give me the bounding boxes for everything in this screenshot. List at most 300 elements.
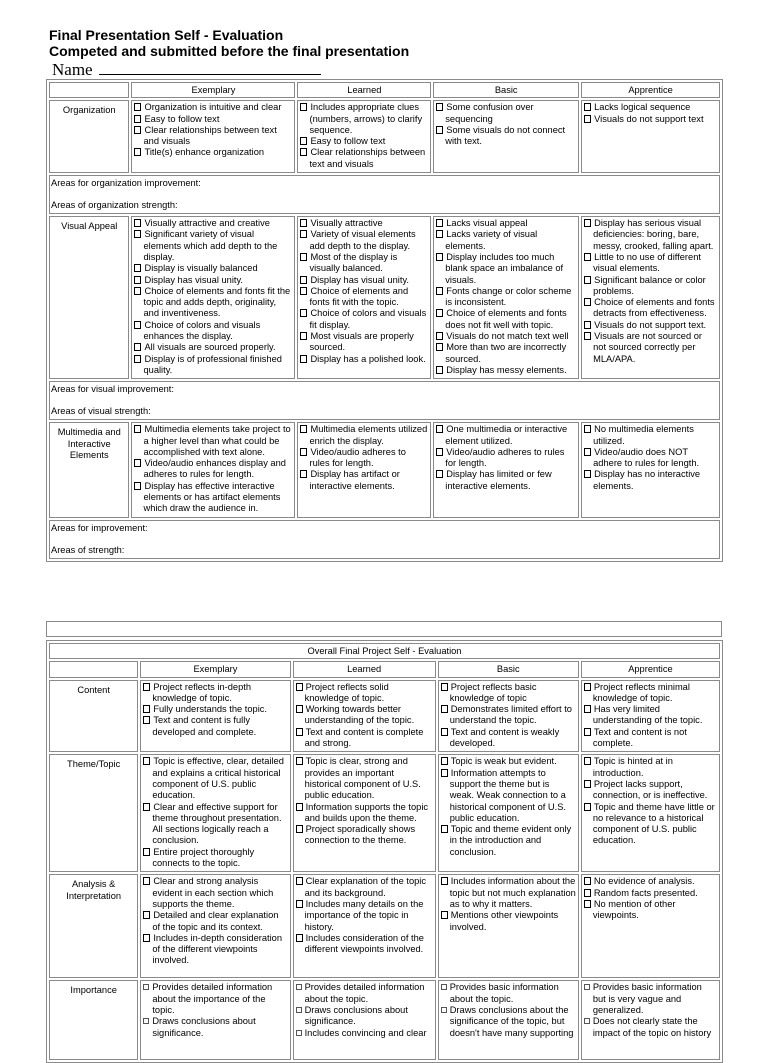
checkbox-icon[interactable] xyxy=(300,287,307,295)
criteria-cell xyxy=(433,422,579,517)
criteria-item xyxy=(134,275,292,286)
criteria-item xyxy=(441,756,576,767)
criteria-item xyxy=(300,275,428,286)
criteria-text: One multimedia or interactive element utilized. xyxy=(445,424,568,446)
criteria-text: Visually attractive xyxy=(310,218,383,229)
criteria-text: Choice of colors and visuals fit display. xyxy=(309,308,427,330)
criteria-text: Topic is clear, strong and provides an important historical component of U.S. public education. xyxy=(304,756,421,801)
column-header-blank xyxy=(49,661,138,677)
category-label: Importance xyxy=(49,980,138,1060)
areas-row xyxy=(49,520,720,559)
criteria-text: Choice of elements and fonts fit the topic and adds depth, originality, and inventiveness. xyxy=(143,285,291,319)
checkbox-icon[interactable] xyxy=(436,253,443,261)
checkbox-icon[interactable] xyxy=(584,900,591,908)
criteria-text: Significant variety of visual elements which add depth to the display. xyxy=(143,229,278,262)
areas-strength-label: Areas of visual strength: xyxy=(51,406,151,417)
criteria-text: Display is visually balanced xyxy=(144,263,258,274)
criteria-item xyxy=(436,252,576,286)
criteria-item xyxy=(134,102,292,113)
checkbox-icon[interactable] xyxy=(300,309,307,317)
checkbox-icon[interactable] xyxy=(296,934,303,942)
criteria-text: Provides basic information about the topic. xyxy=(449,982,559,1004)
column-header: Apprentice xyxy=(581,82,720,98)
criteria-item xyxy=(296,824,433,847)
criteria-text: Display has visual unity. xyxy=(144,274,244,285)
criteria-item xyxy=(584,218,717,252)
criteria-item xyxy=(300,252,428,275)
criteria-text: Some confusion over sequencing xyxy=(445,102,534,124)
checkbox-icon[interactable] xyxy=(584,984,590,990)
criteria-item xyxy=(143,847,287,870)
document-title: Final Presentation Self - Evaluation xyxy=(49,27,284,43)
checkbox-icon[interactable] xyxy=(296,803,303,811)
checkbox-icon[interactable] xyxy=(296,900,303,908)
checkbox-icon[interactable] xyxy=(296,1030,302,1036)
document-header xyxy=(49,27,409,80)
criteria-text: Entire project thoroughly connects to the topic. xyxy=(152,846,255,869)
criteria-item xyxy=(584,756,717,779)
criteria-text: Topic and theme have little or no relevance to a historical component of U.S. public education. xyxy=(592,801,715,846)
name-field[interactable] xyxy=(99,60,321,75)
criteria-item xyxy=(134,125,292,148)
checkbox-icon[interactable] xyxy=(584,889,591,897)
criteria-item xyxy=(584,802,717,847)
criteria-text: Includes consideration of the different viewpoints involved. xyxy=(304,932,424,955)
criteria-row xyxy=(49,422,720,517)
criteria-text: Includes convincing and clear xyxy=(304,1027,427,1038)
checkbox-icon[interactable] xyxy=(584,705,591,713)
checkbox-icon[interactable] xyxy=(296,705,303,713)
checkbox-icon[interactable] xyxy=(584,219,591,227)
checkbox-icon[interactable] xyxy=(584,757,591,765)
checkbox-icon[interactable] xyxy=(441,911,448,919)
criteria-item xyxy=(436,331,576,342)
criteria-item xyxy=(584,704,717,727)
criteria-text: Visually attractive and creative xyxy=(144,218,270,229)
checkbox-icon[interactable] xyxy=(584,298,591,306)
column-header-row xyxy=(49,661,720,677)
checkbox-icon[interactable] xyxy=(441,1007,447,1013)
checkbox-icon[interactable] xyxy=(143,848,150,856)
checkbox-icon[interactable] xyxy=(441,683,448,691)
criteria-item xyxy=(300,147,428,170)
checkbox-icon[interactable] xyxy=(436,332,443,340)
criteria-item xyxy=(300,308,428,331)
criteria-text: Working towards better understanding of the topic. xyxy=(304,704,415,726)
criteria-text: Video/audio does NOT adhere to rules for length. xyxy=(593,446,700,469)
criteria-item xyxy=(584,727,717,750)
checkbox-icon[interactable] xyxy=(584,253,591,261)
checkbox-icon[interactable] xyxy=(134,276,141,284)
checkbox-icon[interactable] xyxy=(134,343,141,351)
criteria-text: Does not clearly state the impact of the topic on history xyxy=(592,1016,712,1038)
criteria-item xyxy=(584,331,717,365)
criteria-item xyxy=(584,982,717,1016)
criteria-text: Provides detailed information about the importance of the topic. xyxy=(152,982,273,1015)
table-title: Overall Final Project Self - Evaluation xyxy=(49,643,720,659)
criteria-item xyxy=(134,342,292,353)
criteria-item xyxy=(296,727,433,750)
areas-blank-space[interactable] xyxy=(51,189,718,200)
criteria-text: Display has messy elements. xyxy=(446,364,567,375)
checkbox-icon[interactable] xyxy=(441,757,448,765)
criteria-text: Includes appropriate clues (numbers, arrows) to clarify sequence. xyxy=(309,102,423,135)
checkbox-icon[interactable] xyxy=(143,683,150,691)
criteria-text: Choice of elements and fonts fit with the topic. xyxy=(309,285,409,308)
criteria-item xyxy=(134,481,292,515)
criteria-item xyxy=(296,982,433,1005)
criteria-text: Lacks variety of visual elements. xyxy=(445,229,538,251)
checkbox-icon[interactable] xyxy=(134,321,141,329)
checkbox-icon[interactable] xyxy=(134,126,141,134)
criteria-item xyxy=(134,114,292,125)
criteria-text: Lacks visual appeal xyxy=(446,218,528,229)
checkbox-icon[interactable] xyxy=(143,911,150,919)
criteria-cell xyxy=(433,216,579,379)
criteria-item xyxy=(143,715,287,738)
checkbox-icon[interactable] xyxy=(436,126,443,134)
areas-improvement-label: Areas for visual improvement: xyxy=(51,384,174,395)
criteria-item xyxy=(296,704,433,727)
criteria-item xyxy=(584,102,717,113)
criteria-text: Display has limited or few interactive elements. xyxy=(445,469,552,491)
criteria-item xyxy=(134,458,292,481)
criteria-item xyxy=(134,320,292,343)
criteria-item xyxy=(584,899,717,922)
criteria-text: Display is of professional finished quality. xyxy=(143,353,282,375)
criteria-text: Easy to follow text xyxy=(310,136,386,147)
criteria-text: Variety of visual elements add depth to the display. xyxy=(309,229,416,251)
checkbox-icon[interactable] xyxy=(441,728,448,736)
checkbox-icon[interactable] xyxy=(296,825,303,833)
criteria-cell xyxy=(131,100,295,173)
criteria-item xyxy=(436,424,576,447)
checkbox-icon[interactable] xyxy=(584,321,591,329)
criteria-item xyxy=(436,342,576,365)
criteria-cell xyxy=(131,216,295,379)
category-label: Content xyxy=(49,680,138,753)
criteria-text: Clear relationships between text and visuals xyxy=(309,147,426,169)
criteria-item xyxy=(134,424,292,458)
areas-improvement-label: Areas for organization improvement: xyxy=(51,178,201,189)
checkbox-icon[interactable] xyxy=(584,683,591,691)
checkbox-icon[interactable] xyxy=(143,934,150,942)
criteria-item xyxy=(584,424,717,447)
criteria-cell xyxy=(140,754,290,872)
criteria-text: Lacks logical sequence xyxy=(594,102,691,113)
column-header: Basic xyxy=(438,661,579,677)
criteria-item xyxy=(436,229,576,252)
checkbox-icon[interactable] xyxy=(436,343,443,351)
criteria-item xyxy=(296,876,433,899)
checkbox-icon[interactable] xyxy=(143,803,150,811)
document-subtitle: Competed and submitted before the final presentation xyxy=(49,43,410,59)
checkbox-icon[interactable] xyxy=(134,482,141,490)
checkbox-icon[interactable] xyxy=(584,803,591,811)
criteria-item xyxy=(134,354,292,377)
criteria-text: Visuals do not support text. xyxy=(594,319,707,330)
criteria-text: Video/audio adheres to rules for length. xyxy=(445,446,565,469)
checkbox-icon[interactable] xyxy=(300,137,307,145)
criteria-item xyxy=(441,876,576,910)
rubric-table-overall xyxy=(46,640,723,1063)
criteria-item xyxy=(441,682,576,705)
criteria-text: Display includes too much blank space an imbalance of visuals. xyxy=(445,251,564,285)
criteria-text: Fully understands the topic. xyxy=(153,704,268,715)
criteria-item xyxy=(436,447,576,470)
criteria-item xyxy=(584,252,717,275)
category-label: Visual Appeal xyxy=(49,216,129,379)
areas-row xyxy=(49,175,720,214)
checkbox-icon[interactable] xyxy=(134,115,141,123)
column-header: Apprentice xyxy=(581,661,720,677)
criteria-item xyxy=(296,682,433,705)
checkbox-icon[interactable] xyxy=(143,877,150,885)
name-label: Name xyxy=(52,60,93,79)
criteria-text: Visuals are not sourced or not sourced correctly per MLA/APA. xyxy=(593,331,702,364)
criteria-text: Text and content is weakly developed. xyxy=(449,726,560,749)
checkbox-icon[interactable] xyxy=(441,877,448,885)
column-header: Learned xyxy=(297,82,431,98)
criteria-text: Video/audio enhances display and adheres to rules for length. xyxy=(143,458,286,480)
criteria-text: Project lacks support, connection, or is ineffective. xyxy=(592,778,708,801)
areas-blank-space[interactable] xyxy=(51,534,718,545)
checkbox-icon[interactable] xyxy=(300,355,307,363)
checkbox-icon[interactable] xyxy=(436,103,443,111)
criteria-item xyxy=(134,286,292,320)
criteria-text: Draws conclusions about significance. xyxy=(304,1004,408,1027)
checkbox-icon[interactable] xyxy=(300,425,307,433)
checkbox-icon[interactable] xyxy=(143,705,150,713)
criteria-item xyxy=(584,888,717,899)
criteria-text: Little to no use of different visual elements. xyxy=(593,251,701,274)
column-header: Exemplary xyxy=(140,661,290,677)
criteria-cell xyxy=(438,754,579,872)
checkbox-icon[interactable] xyxy=(584,276,591,284)
criteria-item xyxy=(436,286,576,309)
criteria-text: All visuals are sourced properly. xyxy=(144,342,276,353)
checkbox-icon[interactable] xyxy=(134,219,141,227)
checkbox-icon[interactable] xyxy=(584,728,591,736)
checkbox-icon[interactable] xyxy=(296,757,303,765)
checkbox-icon[interactable] xyxy=(300,470,307,478)
criteria-item xyxy=(436,125,576,148)
checkbox-icon[interactable] xyxy=(584,103,591,111)
criteria-text: Multimedia elements take project to a higher level than what could be accomplished with text alone. xyxy=(143,424,291,457)
criteria-text: Includes information about the topic but not much explanation as to why it matters. xyxy=(449,876,576,909)
criteria-cell xyxy=(438,980,579,1060)
criteria-text: Topic is weak but evident. xyxy=(450,756,557,767)
checkbox-icon[interactable] xyxy=(143,757,150,765)
category-label: Theme/Topic xyxy=(49,754,138,872)
checkbox-icon[interactable] xyxy=(584,332,591,340)
criteria-item xyxy=(300,424,428,447)
checkbox-icon[interactable] xyxy=(436,219,443,227)
areas-row xyxy=(49,381,720,420)
areas-cell xyxy=(49,175,720,214)
criteria-text: Random facts presented. xyxy=(593,887,698,898)
criteria-cell xyxy=(297,216,431,379)
criteria-text: Draws conclusions about the significance of the topic, but doesn't have many supporting xyxy=(449,1004,574,1038)
checkbox-icon[interactable] xyxy=(436,287,443,295)
checkbox-icon[interactable] xyxy=(441,984,447,990)
checkbox-icon[interactable] xyxy=(134,148,141,156)
criteria-text: Project reflects solid knowledge of topic. xyxy=(304,681,389,703)
checkbox-icon[interactable] xyxy=(296,728,303,736)
criteria-text: Project sporadically shows connection to the theme. xyxy=(304,824,416,846)
column-header: Learned xyxy=(293,661,436,677)
criteria-text: Topic and theme evident only in the introduction and conclusion. xyxy=(449,824,572,857)
checkbox-icon[interactable] xyxy=(300,448,307,456)
criteria-item xyxy=(584,297,717,320)
checkbox-icon[interactable] xyxy=(134,264,141,272)
criteria-text: Text and content is not complete. xyxy=(592,726,687,749)
criteria-text: Provides detailed information about the topic. xyxy=(304,982,425,1004)
criteria-text: Demonstrates limited effort to understand the topic. xyxy=(449,704,572,726)
criteria-item xyxy=(436,218,576,229)
checkbox-icon[interactable] xyxy=(134,425,141,433)
checkbox-icon[interactable] xyxy=(300,103,307,111)
checkbox-icon[interactable] xyxy=(134,355,141,363)
criteria-text: Easy to follow text xyxy=(144,113,220,124)
checkbox-icon[interactable] xyxy=(584,448,591,456)
category-label: Multimedia and Interactive Elements xyxy=(49,422,129,517)
criteria-cell xyxy=(581,874,720,978)
criteria-text: Most of the display is visually balanced. xyxy=(309,251,398,274)
checkbox-icon[interactable] xyxy=(300,332,307,340)
criteria-row xyxy=(49,680,720,753)
criteria-text: Choice of elements and fonts detracts from effectiveness. xyxy=(593,297,715,319)
checkbox-icon[interactable] xyxy=(300,148,307,156)
column-header: Exemplary xyxy=(131,82,295,98)
criteria-item xyxy=(143,910,287,933)
criteria-item xyxy=(436,102,576,125)
checkbox-icon[interactable] xyxy=(300,230,307,238)
checkbox-icon[interactable] xyxy=(300,276,307,284)
areas-strength-label: Areas of strength: xyxy=(51,544,125,555)
criteria-text: Visuals do not match text well xyxy=(446,331,569,342)
checkbox-icon[interactable] xyxy=(436,366,443,374)
rubric-table-presentation xyxy=(46,79,723,562)
checkbox-icon[interactable] xyxy=(436,470,443,478)
criteria-text: Includes many details on the importance of the topic in history. xyxy=(304,898,424,932)
criteria-item xyxy=(584,275,717,298)
criteria-text: Display has no interactive elements. xyxy=(593,469,701,491)
criteria-item xyxy=(300,354,428,365)
checkbox-icon[interactable] xyxy=(584,425,591,433)
checkbox-icon[interactable] xyxy=(296,683,303,691)
criteria-item xyxy=(296,802,433,825)
criteria-cell xyxy=(140,874,290,978)
checkbox-icon[interactable] xyxy=(296,1007,302,1013)
checkbox-icon[interactable] xyxy=(441,825,448,833)
checkbox-icon[interactable] xyxy=(441,705,448,713)
criteria-cell xyxy=(297,422,431,517)
criteria-text: Clear explanation of the topic and its background. xyxy=(304,876,426,898)
checkbox-icon[interactable] xyxy=(441,769,448,777)
criteria-item xyxy=(436,308,576,331)
criteria-text: Fonts change or color scheme is inconsistent. xyxy=(445,285,572,308)
criteria-cell xyxy=(581,680,720,753)
criteria-item xyxy=(143,802,287,847)
criteria-item xyxy=(441,768,576,824)
criteria-text: Mentions other viewpoints involved. xyxy=(449,910,559,932)
criteria-item xyxy=(300,286,428,309)
areas-blank-space[interactable] xyxy=(51,395,718,406)
criteria-text: Project reflects minimal knowledge of topic. xyxy=(592,681,690,703)
criteria-item xyxy=(300,136,428,147)
criteria-text: Text and content is fully developed and complete. xyxy=(152,715,257,737)
criteria-item xyxy=(143,876,287,910)
checkbox-icon[interactable] xyxy=(143,716,150,724)
criteria-text: Choice of colors and visuals enhances the display. xyxy=(143,319,261,342)
criteria-item xyxy=(143,1016,287,1039)
checkbox-icon[interactable] xyxy=(143,1018,149,1024)
checkbox-icon[interactable] xyxy=(296,984,302,990)
checkbox-icon[interactable] xyxy=(134,230,141,238)
criteria-item xyxy=(436,365,576,376)
checkbox-icon[interactable] xyxy=(134,459,141,467)
checkbox-icon[interactable] xyxy=(584,877,591,885)
checkbox-icon[interactable] xyxy=(436,230,443,238)
criteria-item xyxy=(300,218,428,229)
criteria-text: No evidence of analysis. xyxy=(593,876,695,887)
checkbox-icon[interactable] xyxy=(584,470,591,478)
criteria-text: Project reflects basic knowledge of topic xyxy=(449,681,537,703)
criteria-text: Clear and strong analysis evident in each section which supports the theme. xyxy=(152,876,274,909)
checkbox-icon[interactable] xyxy=(296,877,303,885)
criteria-item xyxy=(584,682,717,705)
checkbox-icon[interactable] xyxy=(584,115,591,123)
criteria-text: Has very limited understanding of the topic. xyxy=(592,704,703,726)
criteria-item xyxy=(134,229,292,263)
criteria-text: Title(s) enhance organization xyxy=(144,147,265,158)
criteria-item xyxy=(134,147,292,158)
criteria-item xyxy=(584,320,717,331)
checkbox-icon[interactable] xyxy=(436,448,443,456)
criteria-text: Information supports the topic and builds upon the theme. xyxy=(304,801,429,823)
criteria-item xyxy=(584,1016,717,1039)
criteria-cell xyxy=(581,754,720,872)
checkbox-icon[interactable] xyxy=(134,103,141,111)
criteria-text: Display has artifact or interactive elements. xyxy=(309,469,400,491)
criteria-item xyxy=(300,447,428,470)
criteria-text: Display has effective interactive elements or has artifact elements which draw the audience in. xyxy=(143,480,281,514)
criteria-text: No multimedia elements utilized. xyxy=(593,424,694,446)
criteria-text: Organization is intuitive and clear xyxy=(144,102,282,113)
checkbox-icon[interactable] xyxy=(584,1018,590,1024)
criteria-item xyxy=(441,704,576,727)
checkbox-icon[interactable] xyxy=(436,425,443,433)
criteria-text: Detailed and clear explanation of the topic and its context. xyxy=(152,910,279,932)
criteria-item xyxy=(296,899,433,933)
checkbox-icon[interactable] xyxy=(143,984,149,990)
criteria-item xyxy=(441,910,576,933)
criteria-cell xyxy=(293,980,436,1060)
criteria-item xyxy=(584,779,717,802)
checkbox-icon[interactable] xyxy=(436,309,443,317)
checkbox-icon[interactable] xyxy=(584,780,591,788)
checkbox-icon[interactable] xyxy=(300,253,307,261)
criteria-text: Display has serious visual deficiencies: boring, bare, messy, crooked, falling apart. xyxy=(593,218,714,251)
checkbox-icon[interactable] xyxy=(134,287,141,295)
criteria-text: Multimedia elements utilized enrich the display. xyxy=(309,424,428,446)
criteria-item xyxy=(584,469,717,492)
criteria-text: Choice of elements and fonts does not fit well with topic. xyxy=(445,308,567,330)
checkbox-icon[interactable] xyxy=(300,219,307,227)
criteria-item xyxy=(441,727,576,750)
criteria-text: More than two are incorrectly sourced. xyxy=(445,342,567,364)
